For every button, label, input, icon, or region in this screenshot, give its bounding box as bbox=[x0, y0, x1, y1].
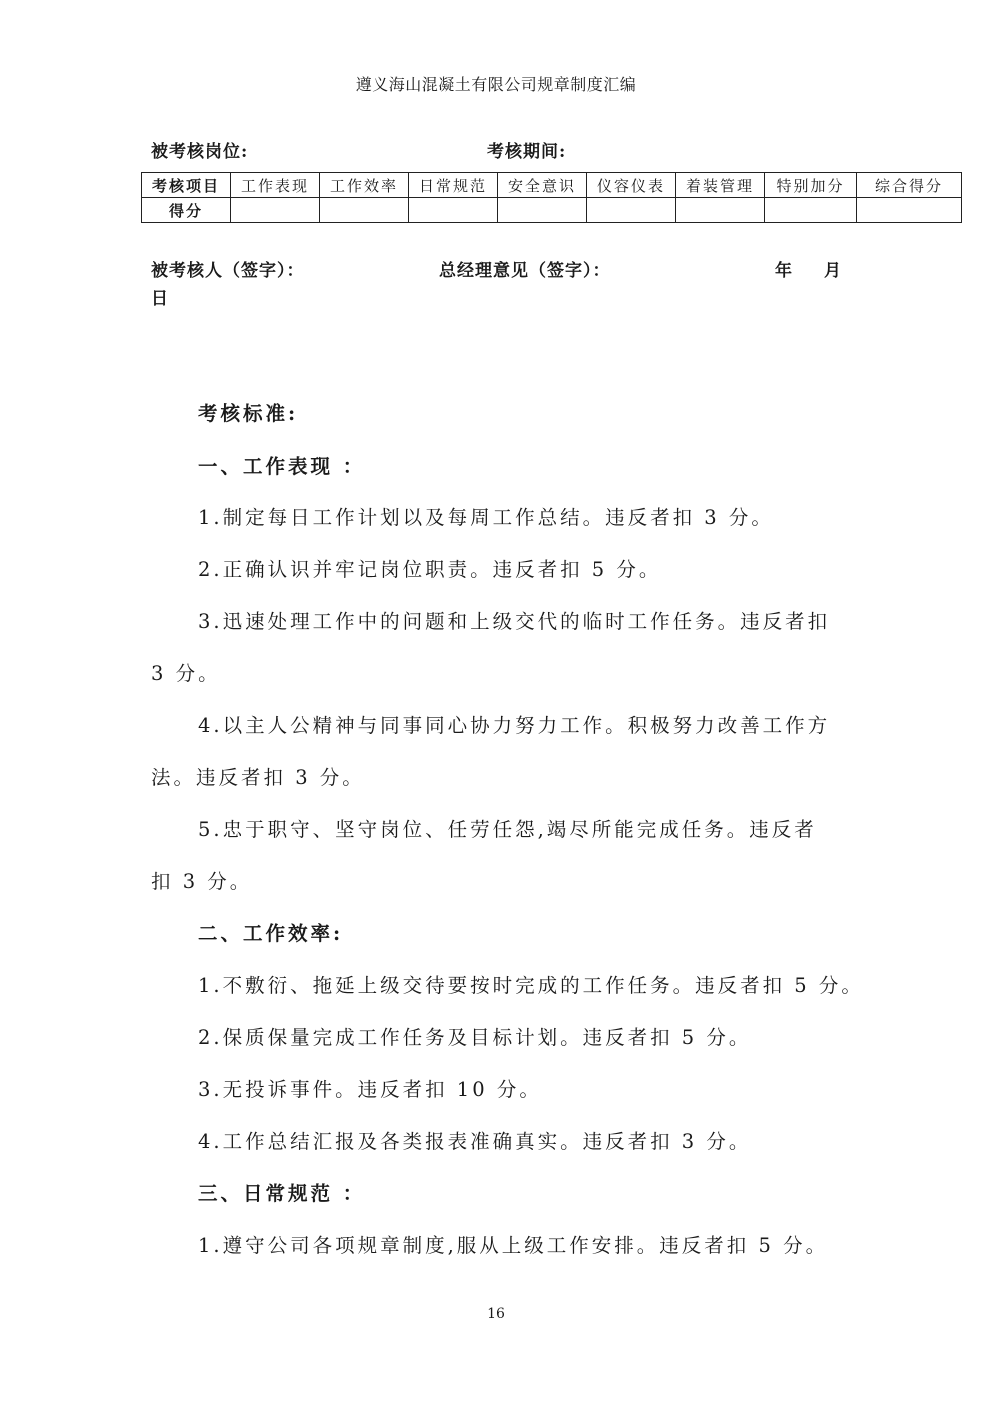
page-number: 16 bbox=[487, 1306, 505, 1322]
criteria-item: 2.正确认识并牢记岗位职责。违反者扣 5 分。 bbox=[198, 558, 662, 581]
table-score-row bbox=[142, 198, 962, 223]
criteria-item-continuation: 扣 3 分。 bbox=[151, 870, 253, 893]
criteria-item: 4.工作总结汇报及各类报表准确真实。违反者扣 3 分。 bbox=[198, 1130, 752, 1153]
table-header-cell: 工作效率 bbox=[320, 173, 409, 198]
criteria-item: 1.不敷衍、拖延上级交待要按时完成的工作任务。违反者扣 5 分。 bbox=[198, 974, 864, 997]
criteria-item: 5.忠于职守、坚守岗位、任劳任怨,竭尽所能完成任务。违反者 bbox=[198, 818, 817, 841]
score-cell[interactable] bbox=[765, 198, 857, 223]
score-cell[interactable] bbox=[857, 198, 962, 223]
criteria-item: 4.以主人公精神与同事同心协力努力工作。积极努力改善工作方 bbox=[198, 714, 831, 737]
section-heading: 三、日常规范 ： bbox=[198, 1182, 366, 1205]
criteria-item: 1.遵守公司各项规章制度,服从上级工作安排。违反者扣 5 分。 bbox=[198, 1234, 829, 1257]
table-header-cell: 特别加分 bbox=[765, 173, 857, 198]
section-heading: 二、工作效率: bbox=[198, 922, 344, 945]
table-header-cell: 日常规范 bbox=[409, 173, 498, 198]
criteria-item: 1.制定每日工作计划以及每周工作总结。违反者扣 3 分。 bbox=[198, 506, 774, 529]
section-heading: 一、工作表现 ： bbox=[198, 455, 366, 478]
table-header-cell: 工作表现 bbox=[231, 173, 320, 198]
score-table bbox=[141, 172, 962, 223]
criteria-item: 2.保质保量完成工作任务及目标计划。违反者扣 5 分。 bbox=[198, 1026, 752, 1049]
score-cell[interactable] bbox=[231, 198, 320, 223]
criteria-item-continuation: 3 分。 bbox=[151, 662, 221, 685]
signee-label: 被考核人（签字）： bbox=[151, 261, 305, 281]
score-cell[interactable] bbox=[498, 198, 587, 223]
table-header-cell: 综合得分 bbox=[857, 173, 962, 198]
day-label: 日 bbox=[151, 289, 169, 309]
month-label: 月 bbox=[824, 261, 842, 281]
document-header-title: 遵义海山混凝土有限公司规章制度汇编 bbox=[355, 75, 637, 94]
criteria-item-continuation: 法。违反者扣 3 分。 bbox=[151, 766, 365, 789]
year-label: 年 bbox=[775, 261, 793, 281]
score-cell[interactable] bbox=[320, 198, 409, 223]
score-cell[interactable] bbox=[409, 198, 498, 223]
period-label: 考核期间: bbox=[487, 142, 567, 162]
table-score-label: 得分 bbox=[142, 198, 231, 223]
table-header-cell: 仪容仪表 bbox=[587, 173, 676, 198]
table-header-cell: 着装管理 bbox=[676, 173, 765, 198]
table-header-row bbox=[142, 173, 962, 198]
position-label: 被考核岗位: bbox=[151, 142, 249, 162]
table-header-cell: 考核项目 bbox=[142, 173, 231, 198]
score-cell[interactable] bbox=[587, 198, 676, 223]
criteria-title: 考核标准: bbox=[198, 402, 299, 425]
criteria-item: 3.迅速处理工作中的问题和上级交代的临时工作任务。违反者扣 bbox=[198, 610, 831, 633]
score-cell[interactable] bbox=[676, 198, 765, 223]
table-header-cell: 安全意识 bbox=[498, 173, 587, 198]
criteria-item: 3.无投诉事件。违反者扣 10 分。 bbox=[198, 1078, 542, 1101]
manager-opinion-label: 总经理意见（签字）： bbox=[439, 261, 611, 281]
